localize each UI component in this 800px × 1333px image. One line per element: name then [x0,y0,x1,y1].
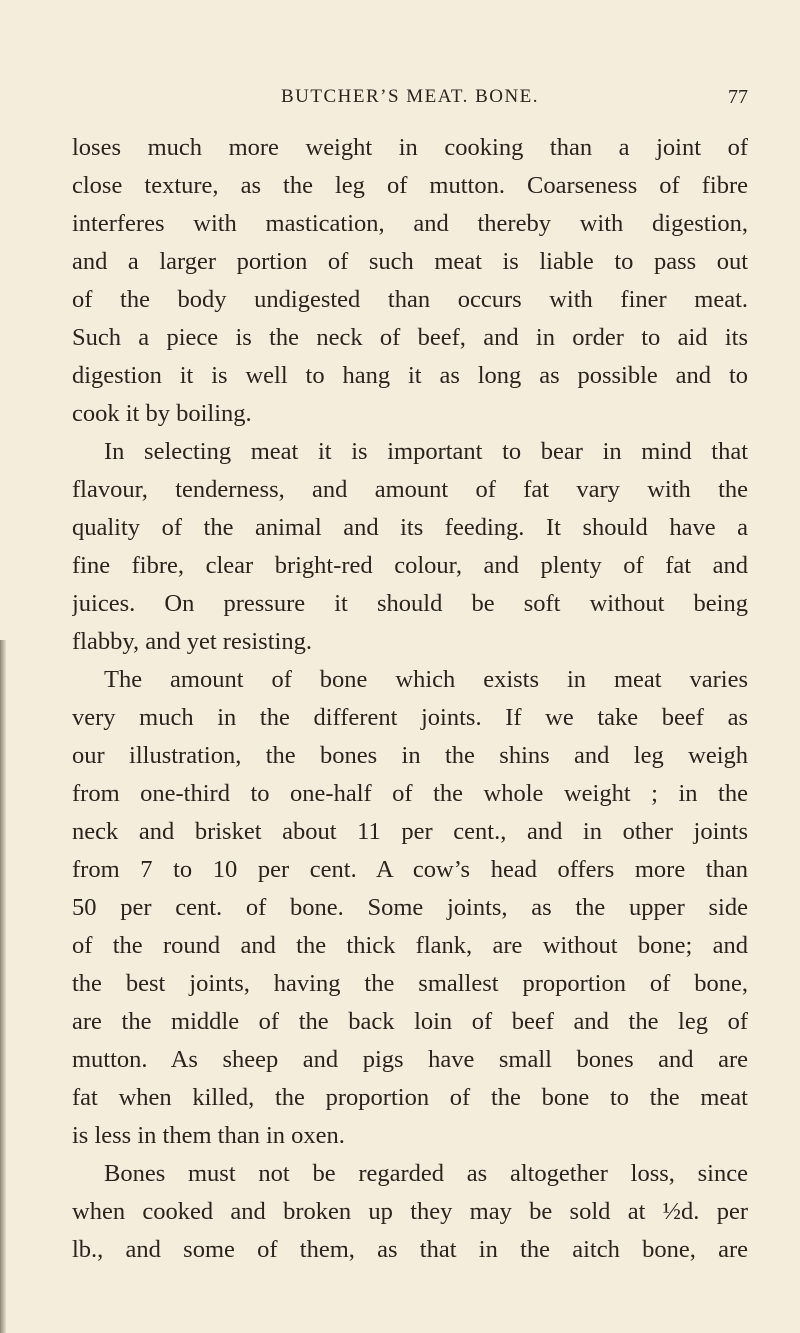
text-line: In selecting meat it is important to bear in mind that [104,438,748,465]
text-line: The amount of bone which exists in meat varies [104,666,748,693]
text-line: is less in them than in oxen. [72,1122,345,1149]
text-line: juices. On pressure it should be soft without being [72,590,748,617]
text-line: the best joints, having the smallest proportion of bone, [72,970,748,997]
text-line: very much in the different joints. If we take beef as [72,704,748,731]
text-line: neck and brisket about 11 per cent., and in other joints [72,818,748,845]
running-title: BUTCHER’S MEAT. BONE. [280,86,540,107]
running-head [72,86,748,116]
text-line: are the middle of the back loin of beef and the leg of [72,1008,748,1035]
text-line: close texture, as the leg of mutton. Coarseness of fibre [72,172,748,199]
text-line: Bones must not be regarded as altogether loss, since [104,1160,748,1187]
page-number: 77 [728,86,748,108]
text-line: flavour, tenderness, and amount of fat vary with the [72,476,748,503]
text-line: and a larger portion of such meat is liable to pass out [72,248,748,275]
text-line: from 7 to 10 per cent. A cow’s head offers more than [72,856,748,883]
text-line: digestion it is well to hang it as long as possible and to [72,362,748,389]
text-line: cook it by boiling. [72,400,252,427]
text-line: our illustration, the bones in the shins and leg weigh [72,742,748,769]
text-line: quality of the animal and its feeding. It should have a [72,514,748,541]
text-line: when cooked and broken up they may be sold at ½d. per [72,1198,748,1225]
text-line: 50 per cent. of bone. Some joints, as the upper side [72,894,748,921]
text-line: fat when killed, the proportion of the bone to the meat [72,1084,748,1111]
text-line: mutton. As sheep and pigs have small bones and are [72,1046,748,1073]
text-line: flabby, and yet resisting. [72,628,312,655]
text-line: loses much more weight in cooking than a joint of [72,134,748,161]
text-line: fine fibre, clear bright-red colour, and plenty of fat and [72,552,748,579]
text-line: of the body undigested than occurs with finer meat. [72,286,748,313]
text-line: of the round and the thick flank, are without bone; and [72,932,748,959]
text-line: Such a piece is the neck of beef, and in order to aid its [72,324,748,351]
page-edge-shadow [0,640,6,1333]
body-text [72,129,748,1269]
text-line: interferes with mastication, and thereby with digestion, [72,210,748,237]
text-line: lb., and some of them, as that in the aitch bone, are [72,1236,748,1263]
text-line: from one-third to one-half of the whole weight ; in the [72,780,748,807]
